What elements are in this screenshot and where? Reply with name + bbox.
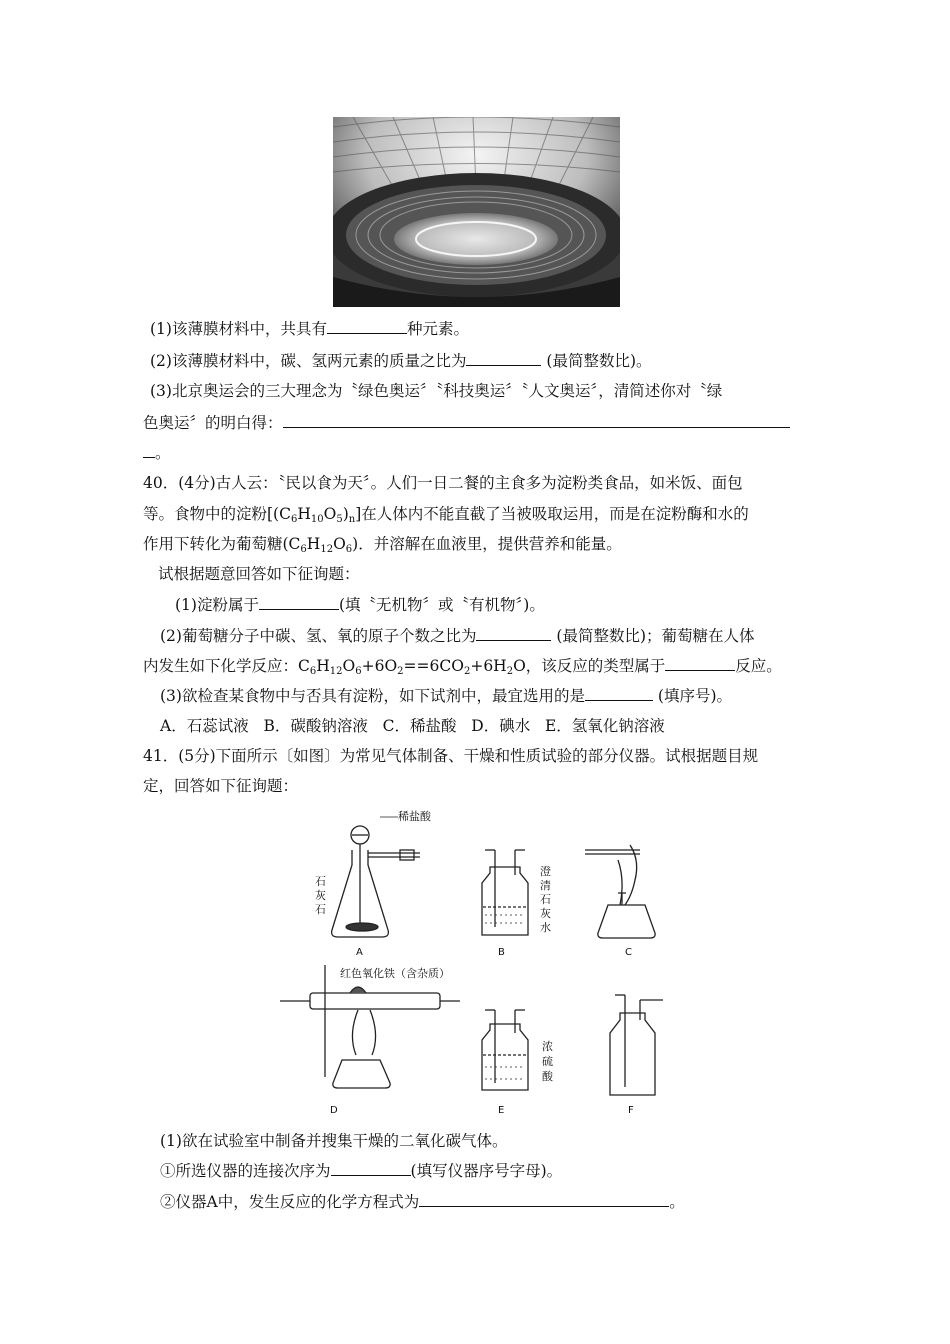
svg-text:硫: 硫	[542, 1055, 553, 1068]
q40-item2: (2)葡萄糖分子中碳、氢、氧的原子个数之比为 (最简整数比)；葡萄糖在人体	[160, 627, 755, 645]
q40-options: A．石蕊试液 B．碳酸钠溶液 C．稀盐酸 D．碘水 E．氢氧化钠溶液	[160, 717, 665, 735]
caption-e: E	[498, 1105, 505, 1116]
q40-stem-line3: 作用下转化为葡萄糖$(C_6H_{12}O_6)$．并溶解在血液里，提供营养和能量。	[143, 535, 622, 555]
q40-item3: (3)欲检查某食物中与否具有淀粉，如下试剂中，最宜选用的是 (填序号)。	[160, 687, 732, 705]
caption-f: F	[628, 1105, 634, 1116]
svg-text:浓: 浓	[542, 1040, 553, 1053]
q40-item1: (1)淀粉属于 (填〝无机物〞或〝有机物〞)。	[175, 596, 545, 614]
q39-item3-cont: 色奥运〞的明白得：	[143, 412, 808, 434]
svg-text:石: 石	[540, 893, 551, 906]
caption-b: B	[498, 947, 505, 958]
svg-text:灰: 灰	[540, 907, 551, 920]
q41-stem-line2: 定，回答如下征询题：	[143, 777, 299, 795]
caption-a: A	[356, 947, 363, 958]
answer-blank[interactable]	[665, 655, 735, 671]
label-dilute-hcl: 稀盐酸	[398, 810, 431, 823]
q39-item3-end: 。	[143, 442, 808, 464]
caption-c: C	[625, 947, 632, 958]
apparatus-c	[585, 845, 655, 938]
answer-blank[interactable]	[283, 412, 790, 428]
caption-d: D	[330, 1105, 338, 1116]
q39-item3: (3)北京奥运会的三大理念为〝绿色奥运〞〝科技奥运〞〝人文奥运〞，清简述你对〝绿	[150, 382, 723, 400]
svg-text:清: 清	[540, 879, 551, 892]
answer-blank[interactable]	[585, 685, 653, 701]
answer-blank[interactable]	[331, 1160, 411, 1176]
apparatus-f	[610, 995, 663, 1095]
answer-blank[interactable]	[327, 318, 407, 334]
q39-item1: (1)该薄膜材料中，共具有 种元素。	[150, 320, 469, 338]
q40-stem-line2: 等。食物中的淀粉$[(C_6H_{10}O_5)_n]$在人体内不能直截了当被吸取运用，而是在淀粉酶和水的	[143, 505, 749, 525]
apparatus-figure	[280, 805, 680, 1120]
answer-blank[interactable]	[143, 442, 155, 458]
svg-text:石: 石	[315, 903, 326, 916]
q41-item1: (1)欲在试验室中制备并搜集干燥的二氧化碳气体。	[160, 1132, 508, 1150]
apparatus-diagram	[280, 805, 680, 1120]
label-iron-oxide: 红色氧化铁（含杂质）	[340, 967, 450, 980]
apparatus-e	[482, 1010, 528, 1090]
apparatus-d	[280, 965, 460, 1088]
apparatus-a	[332, 817, 420, 937]
q40-instruction: 试根据题意回答如下征询题：	[158, 565, 360, 583]
q41-item1-sub1: ①所选仪器的连接次序为 (填写仪器序号字母)。	[160, 1162, 563, 1180]
q40-item2-cont: 内发生如下化学反应：$C_6H_{12}O_6+6O_2==6CO_2+6H_2O$，该反应的类型属于 反应。	[143, 657, 782, 677]
svg-text:澄: 澄	[540, 865, 551, 878]
stadium-photo	[333, 117, 620, 307]
answer-blank[interactable]	[419, 1191, 669, 1207]
q41-stem-line1: 41．(5分)下面所示〔如图〕为常见气体制备、干燥和性质试验的部分仪器。试根据题目规	[143, 747, 759, 765]
q41-item1-sub2: ②仪器A中，发生反应的化学方程式为 。	[160, 1193, 685, 1211]
answer-blank[interactable]	[259, 594, 339, 610]
svg-text:水: 水	[540, 921, 551, 934]
q39-item2: (2)该薄膜材料中，碳、氢两元素的质量之比为 (最简整数比)。	[150, 352, 652, 370]
answer-blank[interactable]	[466, 350, 541, 366]
q40-stem-line1: 40．(4分)古人云：〝民以食为天〞。人们一日二餐的主食多为淀粉类食品，如米饭、面包	[143, 474, 743, 492]
answer-blank[interactable]	[476, 625, 551, 641]
svg-text:酸: 酸	[542, 1070, 553, 1083]
stadium-photo-graphic	[333, 117, 620, 307]
apparatus-b	[482, 850, 528, 935]
svg-text:石: 石	[315, 875, 326, 888]
svg-text:灰: 灰	[315, 889, 326, 902]
